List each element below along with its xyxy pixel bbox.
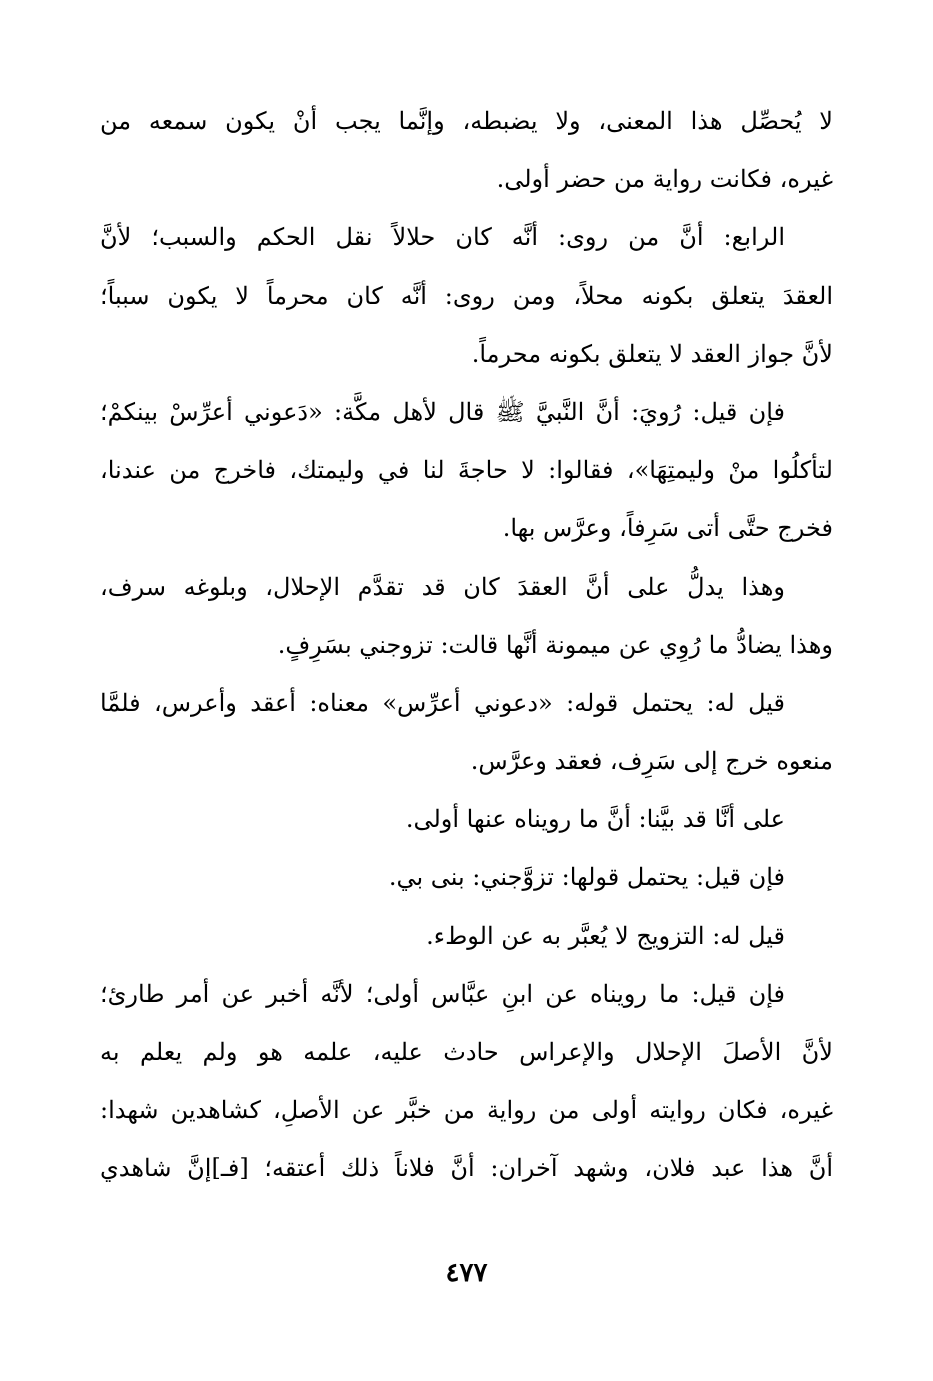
text-line: وهذا يدلُّ على أنَّ العقدَ كان قد تقدَّم الإحلال، وبلوغه سرف، xyxy=(100,572,785,601)
text-line: غيره، فكان روايته أولى من رواية من خبَّر عن الأصلِ، كشاهدين شهدا: xyxy=(100,1096,833,1125)
text-line: الرابع: أنَّ من روى: أنَّه كان حلالاً نقل الحكم والسبب؛ لأنَّ xyxy=(100,223,785,252)
text-line: فخرج حتَّى أتى سَرِفاً، وعرَّس بها. xyxy=(502,514,833,543)
text-line: لأنَّ الأصلَ الإحلال والإعراس حادث عليه، علمه هو ولم يعلم به xyxy=(100,1038,833,1066)
text-line: أنَّ هذا عبد فلان، وشهد آخران: أنَّ فلاناً ذلك أعتقه؛ [فـ]إنَّ شاهدي xyxy=(100,1154,833,1183)
text-line: لا يُحصِّل هذا المعنى، ولا يضبطه، وإنَّما يجب أنْ يكون سمعه من xyxy=(100,107,833,135)
text-line: وهذا يضادُّ ما رُوِي عن ميمونة أنَّها قالت: تزوجني بسَرِفٍ. xyxy=(277,630,833,659)
main-text xyxy=(100,92,833,1198)
text-line: فإن قيل: يحتمل قولها: تزوَّجني: بنى بي. xyxy=(388,863,785,892)
text-line: قيل له: يحتمل قوله: «دعوني أعرِّس» معناه: أعقد وأعرس، فلمَّا xyxy=(100,688,785,717)
text-line: لتأكلُوا منْ وليمتِهَا»، فقالوا: لا حاجةَ لنا في وليمتك، فاخرج من عندنا، xyxy=(100,456,833,485)
text-line: لأنَّ جواز العقد لا يتعلق بكونه محرماً. xyxy=(471,339,833,368)
text-line: العقدَ يتعلق بكونه محلاً، ومن روى: أنَّه كان محرماً لا يكون سبباً؛ xyxy=(100,281,833,310)
text-line: فإن قيل: ما رويناه عن ابنِ عبَّاس أولى؛ لأنَّه أخبر عن أمر طارئ؛ xyxy=(100,979,785,1008)
text-line: منعوه خرج إلى سَرِف، فعقد وعرَّس. xyxy=(470,747,833,776)
text-line: فإن قيل: رُويَ: أنَّ النَّبيَّ ﷺ قال لأهل مكَّة: «دَعوني أعرِّسْ بينكمْ؛ xyxy=(100,397,785,426)
text-line: غيره، فكانت رواية من حضر أولى. xyxy=(496,165,833,194)
page-number: ٤٧٧ xyxy=(445,1258,488,1288)
text-line: على أنَّا قد بيَّنا: أنَّ ما رويناه عنها أولى. xyxy=(405,805,785,834)
text-line: قيل له: التزويج لا يُعبَّر به عن الوطء. xyxy=(426,921,785,950)
